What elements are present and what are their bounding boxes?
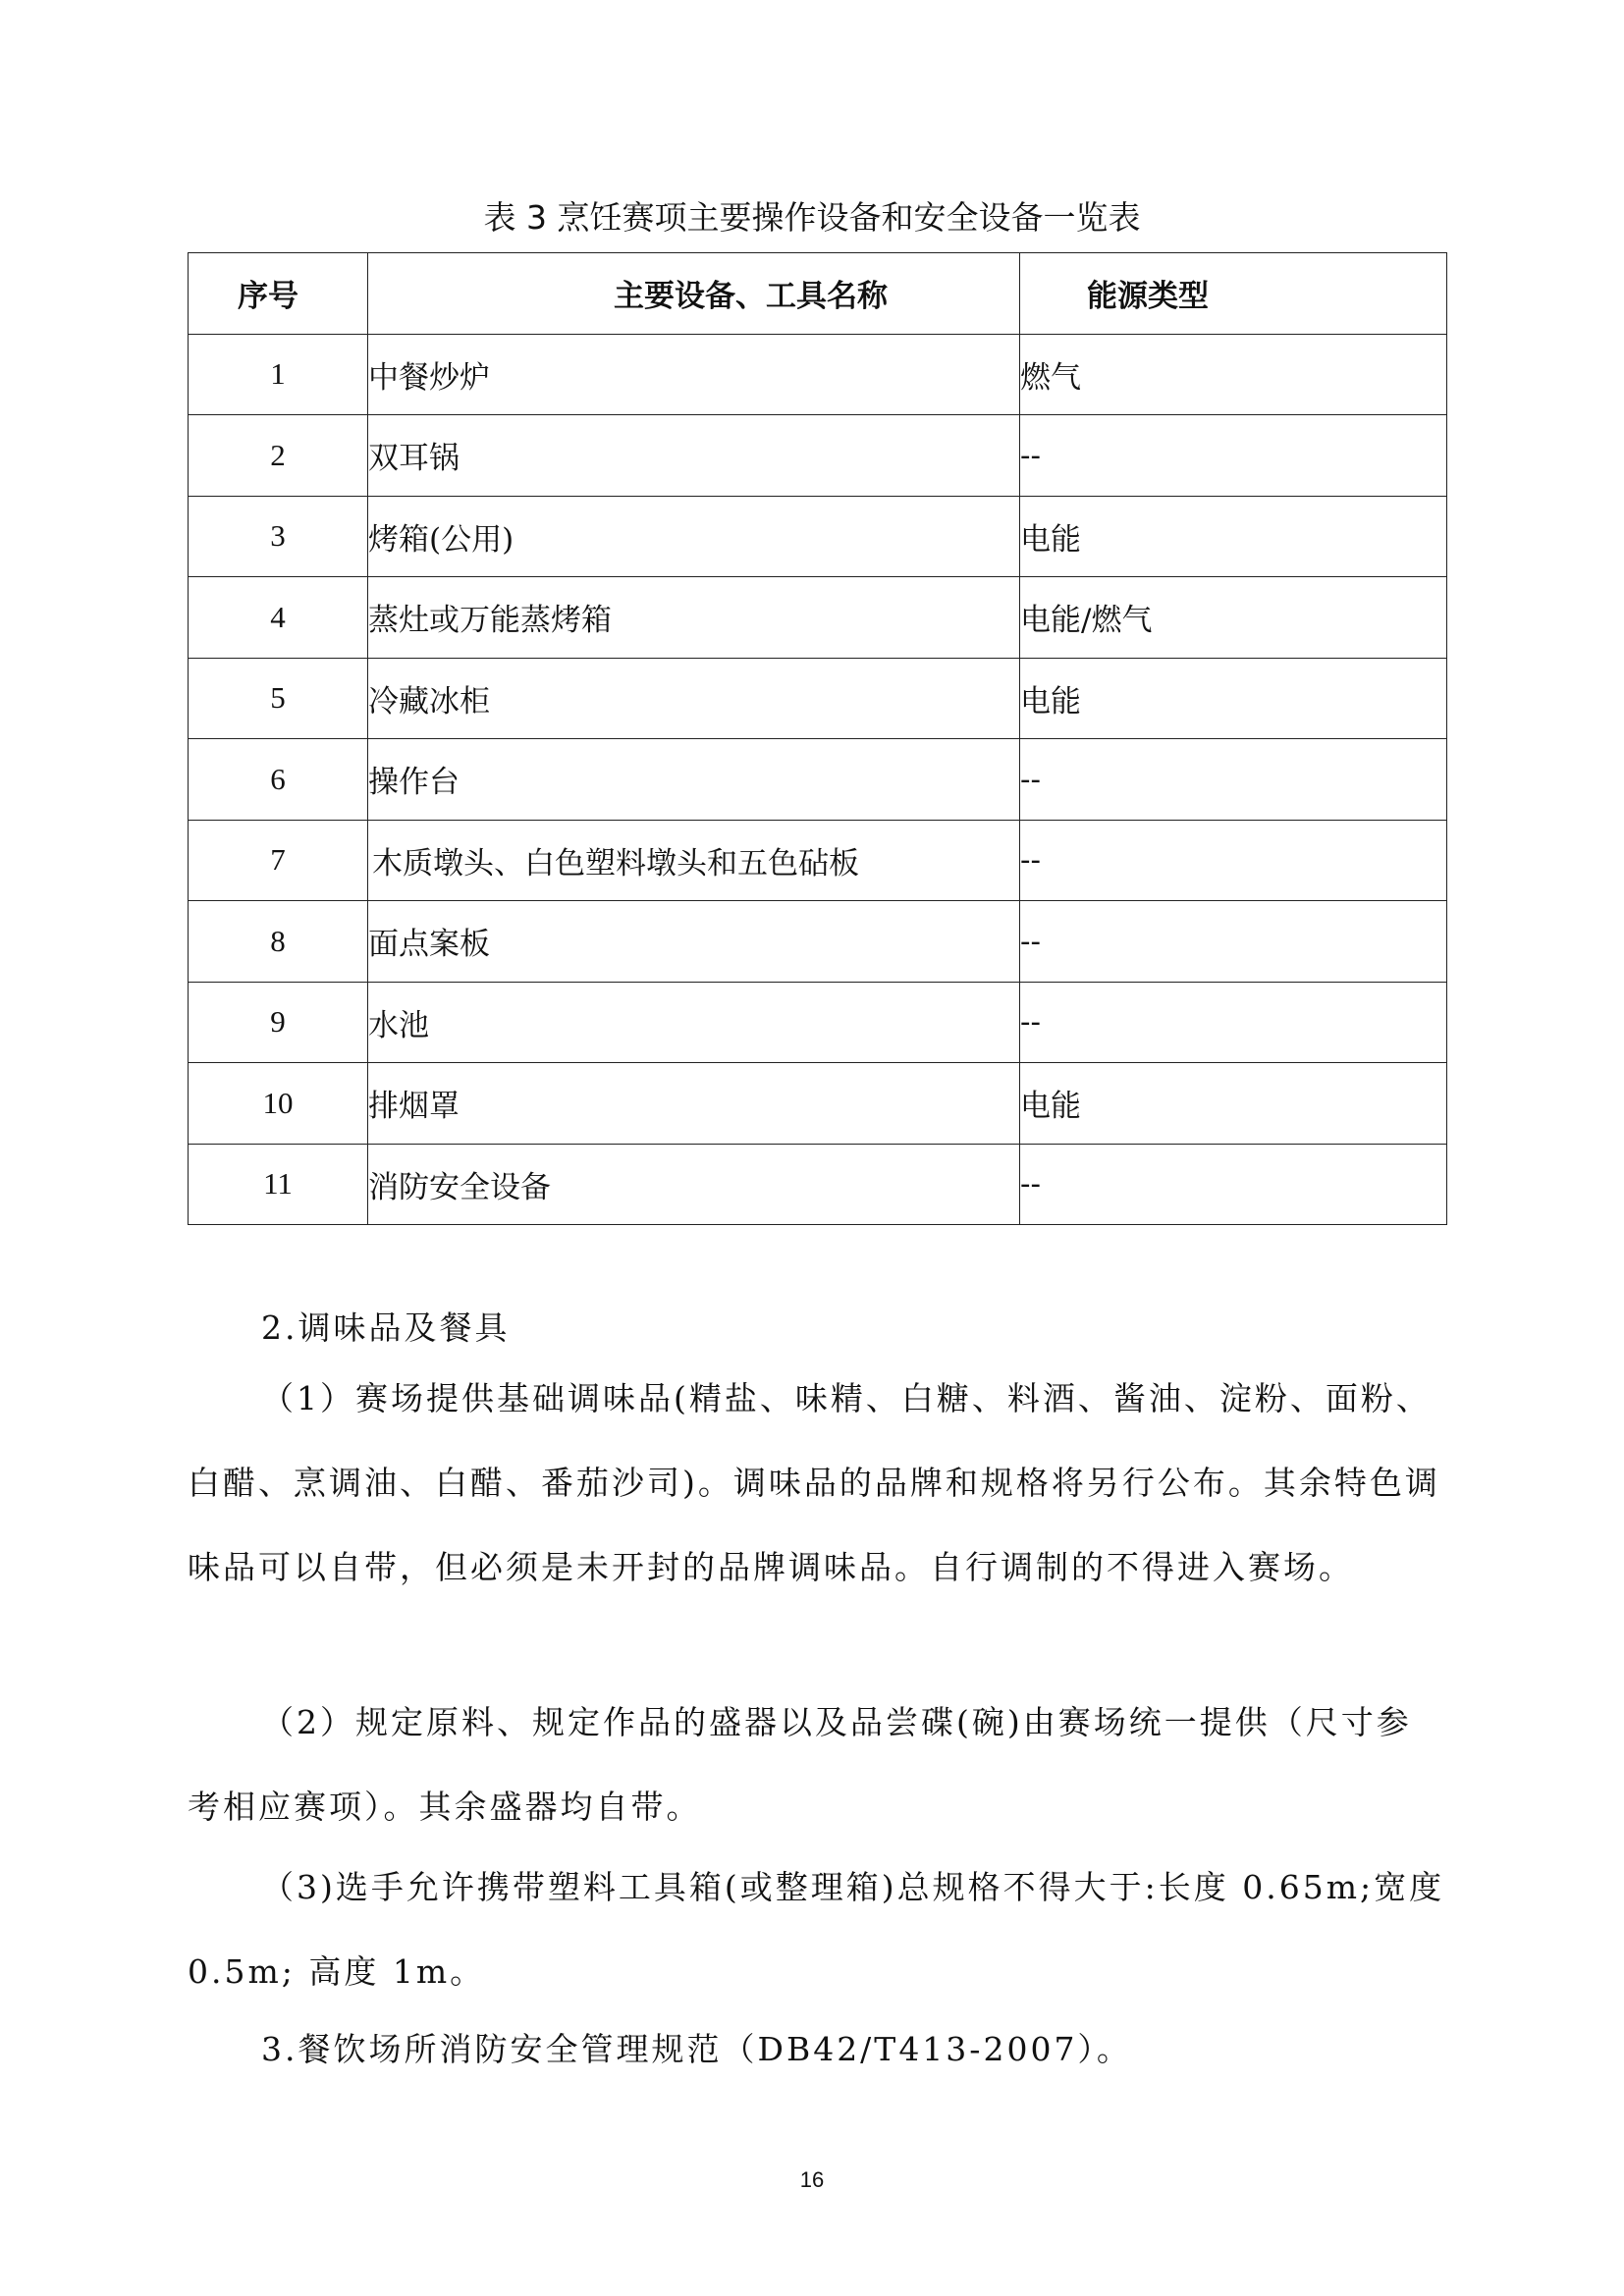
row-equipment-name: 蒸灶或万能蒸烤箱 — [368, 577, 1020, 659]
table-row — [189, 1144, 1447, 1225]
table-row — [189, 1063, 1447, 1145]
row-energy-type: 电能 — [1020, 658, 1447, 739]
row-energy-type: -- — [1020, 415, 1447, 497]
table-row — [189, 739, 1447, 821]
row-serial-number: 11 — [189, 1144, 368, 1225]
row-energy-type: -- — [1020, 982, 1447, 1063]
section-2-paragraph-1: （1）赛场提供基础调味品(精盐、味精、白糖、料酒、酱油、淀粉、面粉、白醋、烹调油、白醋、番茄沙司)。调味品的品牌和规格将另行公布。其余特色调味品可以自带，但必须是未开封的品牌调味品。自行调制的不得进入赛场。 — [188, 1379, 1440, 1586]
table-row — [189, 658, 1447, 739]
row-serial-number: 10 — [189, 1063, 368, 1145]
header-energy-type: 能源类型 — [1020, 253, 1447, 335]
row-serial-number: 5 — [189, 658, 368, 739]
row-energy-type: 电能 — [1020, 1063, 1447, 1145]
row-energy-type: -- — [1020, 820, 1447, 901]
section-2-paragraph-2: （2）规定原料、规定作品的盛器以及品尝碟(碗)由赛场统一提供（尺寸参考相应赛项）。其余盛器均自带。 — [188, 1703, 1412, 1826]
table-row — [189, 334, 1447, 415]
section-2-paragraph-3: （3)选手允许携带塑料工具箱(或整理箱)总规格不得大于:长度 0.65m;宽度 0.5m; 高度 1m。 — [188, 1868, 1445, 1991]
row-equipment-name: 木质墩头、白色塑料墩头和五色砧板 — [368, 820, 1020, 901]
row-energy-type: 燃气 — [1020, 334, 1447, 415]
row-equipment-name: 面点案板 — [368, 901, 1020, 983]
header-serial-number: 序号 — [189, 253, 368, 335]
table-row — [189, 577, 1447, 659]
row-serial-number: 1 — [189, 334, 368, 415]
row-serial-number: 7 — [189, 820, 368, 901]
row-energy-type: 电能/燃气 — [1020, 577, 1447, 659]
row-serial-number: 4 — [189, 577, 368, 659]
header-equipment-name: 主要设备、工具名称 — [368, 253, 1020, 335]
equipment-table — [188, 252, 1447, 1225]
row-equipment-name: 水池 — [368, 982, 1020, 1063]
row-equipment-name: 消防安全设备 — [368, 1144, 1020, 1225]
row-serial-number: 6 — [189, 739, 368, 821]
page-number: 16 — [799, 2167, 825, 2192]
row-energy-type: -- — [1020, 901, 1447, 983]
row-serial-number: 2 — [189, 415, 368, 497]
table-row — [189, 901, 1447, 983]
table-header-row — [189, 253, 1447, 335]
table-body — [189, 334, 1447, 1225]
table-row — [189, 496, 1447, 577]
row-equipment-name: 双耳锅 — [368, 415, 1020, 497]
table-row — [189, 415, 1447, 497]
row-serial-number: 3 — [189, 496, 368, 577]
row-equipment-name: 排烟罩 — [368, 1063, 1020, 1145]
table-caption: 表 3 烹饪赛项主要操作设备和安全设备一览表 — [483, 198, 1141, 237]
row-energy-type: -- — [1020, 1144, 1447, 1225]
table-row — [189, 982, 1447, 1063]
row-energy-type: 电能 — [1020, 496, 1447, 577]
row-energy-type: -- — [1020, 739, 1447, 821]
row-equipment-name: 烤箱(公用) — [368, 496, 1020, 577]
row-serial-number: 8 — [189, 901, 368, 983]
row-serial-number: 9 — [189, 982, 368, 1063]
table-row — [189, 820, 1447, 901]
row-equipment-name: 操作台 — [368, 739, 1020, 821]
row-equipment-name: 冷藏冰柜 — [368, 658, 1020, 739]
section-3-heading: 3.餐饮场所消防安全管理规范（DB42/T413-2007）。 — [261, 2030, 1132, 2068]
section-2-heading: 2.调味品及餐具 — [261, 1308, 511, 1347]
row-equipment-name: 中餐炒炉 — [368, 334, 1020, 415]
